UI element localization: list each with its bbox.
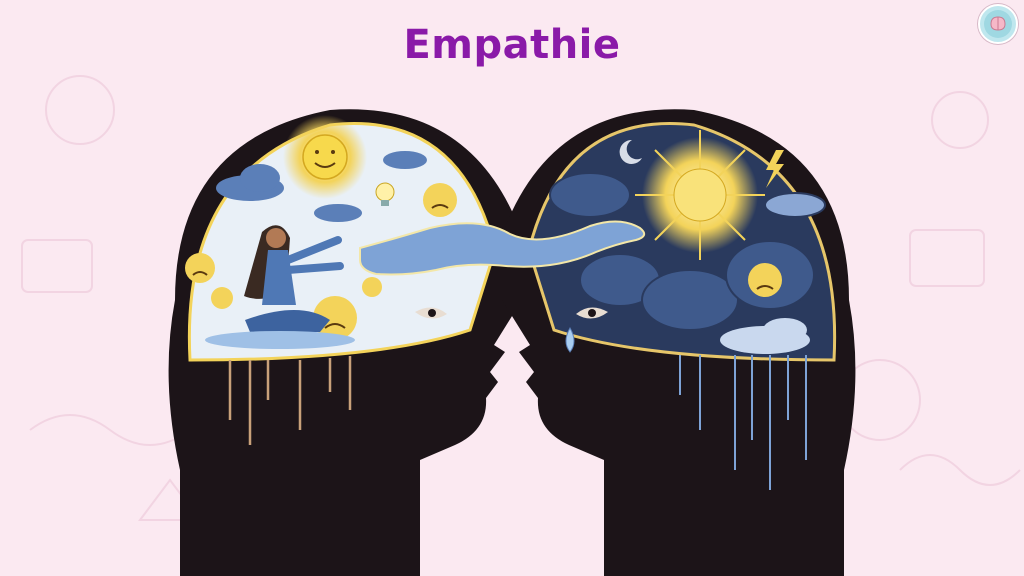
sad-face-icon — [748, 263, 782, 297]
left-head — [169, 109, 522, 576]
right-head — [502, 109, 855, 576]
brain-logo-icon[interactable] — [978, 4, 1018, 44]
smiling-sun-icon — [283, 115, 367, 199]
page-title: Empathie — [403, 22, 621, 68]
